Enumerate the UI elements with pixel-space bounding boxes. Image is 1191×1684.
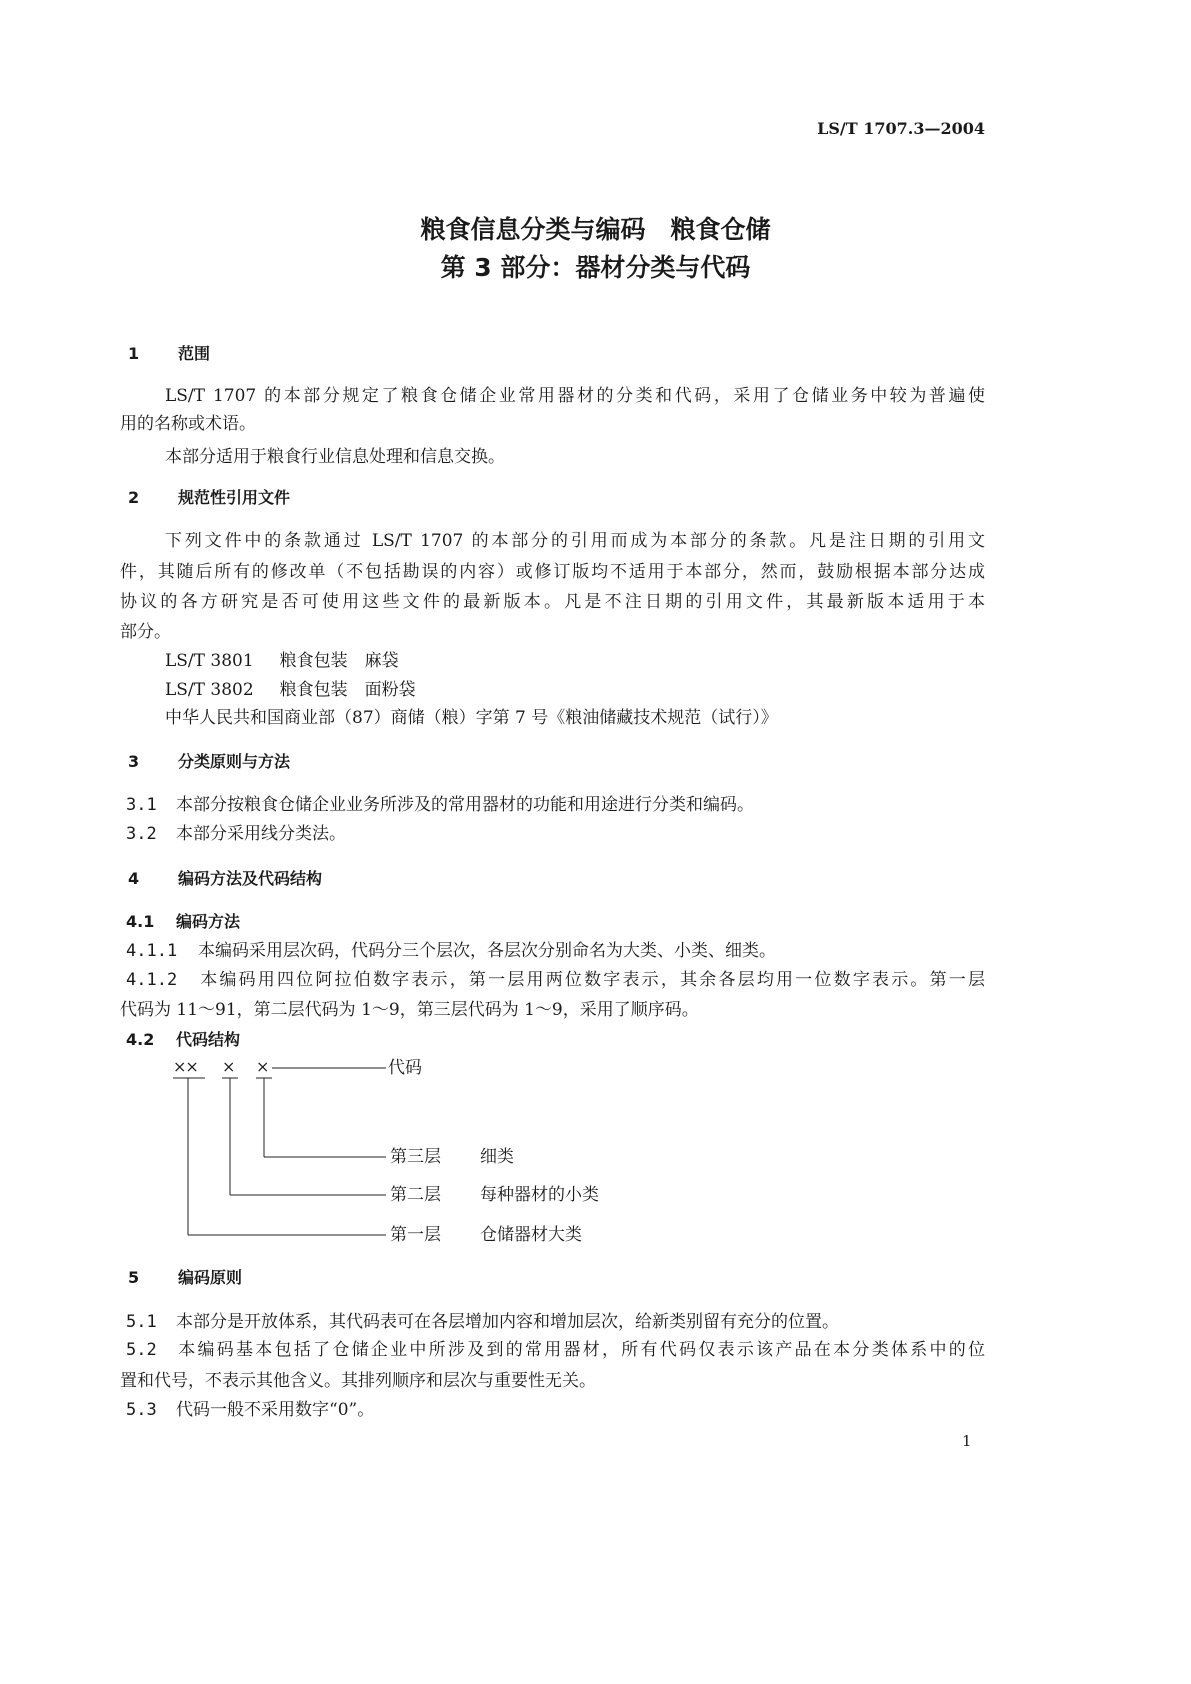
level-1-name: 第一层 [390, 1225, 441, 1245]
section-number: 3 [128, 752, 140, 771]
subsection-title: 代码结构 [176, 1030, 241, 1049]
code-placeholder-x2: × [222, 1057, 236, 1076]
paragraph-line: 件，其随后所有的修改单（不包括勘误的内容）或修订版均不适用于本部分，然而，鼓励根据本部分达成 [120, 562, 985, 582]
paragraph-line: 部分。 [120, 622, 171, 642]
clause-item [126, 1339, 985, 1361]
level-1-desc: 仓储器材大类 [480, 1225, 582, 1245]
code-placeholder-x3: × [256, 1057, 270, 1076]
clause-item [126, 1399, 374, 1421]
title-line-2: 第 3 部分：器材分类与代码 [440, 253, 751, 282]
paragraph-line: 本部分适用于粮食行业信息处理和信息交换。 [165, 447, 505, 467]
subsection-number: 4.1 [126, 912, 155, 931]
code-placeholder-xx: ×× [173, 1057, 198, 1076]
paragraph-line: LS/T 1707 的本部分规定了粮食仓储企业常用器材的分类和代码，采用了仓储业务中较为普遍使 [165, 386, 985, 406]
section-title: 编码方法及代码结构 [178, 869, 323, 888]
clause-text: 本编码基本包括了仓储企业中所涉及到的常用器材，所有代码仅表示该产品在本分类体系中的位 [176, 1340, 985, 1360]
clause-text: 代码一般不采用数字“0”。 [176, 1400, 375, 1420]
clause-number: 5.1 [126, 1312, 157, 1332]
clause-item [126, 1311, 839, 1333]
clause-continuation: 代码为 11～91，第二层代码为 1～9，第三层代码为 1～9，采用了顺序码。 [120, 1000, 699, 1020]
paragraph-line: 协议的各方研究是否可使用这些文件的最新版本。凡是不注日期的引用文件，其最新版本适用于本 [120, 592, 985, 612]
level-2-desc: 每种器材的小类 [480, 1185, 599, 1205]
reference-name: 中华人民共和国商业部（87）商储（粮）字第 7 号《粮油储藏技术规范（试行）》 [165, 708, 778, 728]
clause-text: 本编码采用层次码，代码分三个层次，各层次分别命名为大类、小类、细类。 [198, 941, 776, 961]
reference-name: 粮食包装 麻袋 [279, 651, 399, 671]
paragraph-line: 用的名称或术语。 [120, 414, 256, 434]
section-number: 1 [128, 344, 140, 363]
level-2-name: 第二层 [390, 1185, 441, 1205]
section-title: 规范性引用文件 [178, 488, 291, 507]
reference-code: LS/T 3802 [165, 680, 254, 700]
clause-text: 本部分按粮食仓储企业业务所涉及的常用器材的功能和用途进行分类和编码。 [176, 795, 754, 815]
clause-number: 4.1.1 [126, 941, 178, 961]
section-number: 4 [128, 869, 140, 888]
level-3-desc: 细类 [480, 1147, 514, 1167]
clause-number: 4.1.2 [126, 970, 178, 990]
clause-text: 本部分采用线分类法。 [176, 824, 346, 844]
reference-code: LS/T 3801 [165, 651, 254, 671]
reference-name: 粮食包装 面粉袋 [279, 680, 416, 700]
subsection-title: 编码方法 [176, 912, 241, 931]
clause-text: 本编码用四位阿拉伯数字表示，第一层用两位数字表示，其余各层均用一位数字表示。第一层 [198, 970, 985, 990]
standard-number: LS/T 1707.3—2004 [817, 119, 985, 138]
clause-text: 本部分是开放体系，其代码表可在各层增加内容和增加层次，给新类别留有充分的位置。 [176, 1312, 839, 1332]
clause-number: 3.1 [126, 795, 157, 815]
clause-continuation: 置和代号，不表示其他含义。其排列顺序和层次与重要性无关。 [120, 1371, 596, 1391]
subsection-number: 4.2 [126, 1030, 155, 1049]
section-title: 分类原则与方法 [178, 752, 291, 771]
clause-number: 3.2 [126, 824, 157, 844]
section-number: 5 [128, 1268, 140, 1287]
title-line-1: 粮食信息分类与编码 粮食仓储 [420, 215, 771, 244]
section-title: 编码原则 [178, 1268, 243, 1287]
level-3-name: 第三层 [390, 1147, 441, 1167]
code-label: 代码 [388, 1058, 422, 1078]
section-5-heading [128, 1267, 242, 1289]
clause-number: 5.2 [126, 1340, 157, 1360]
section-number: 2 [128, 488, 140, 507]
clause-number: 5.3 [126, 1400, 157, 1420]
paragraph-line: 下列文件中的条款通过 LS/T 1707 的本部分的引用而成为本部分的条款。凡是注日期的引用文 [165, 531, 985, 551]
section-title: 范围 [178, 344, 211, 363]
page-number: 1 [962, 1432, 972, 1450]
